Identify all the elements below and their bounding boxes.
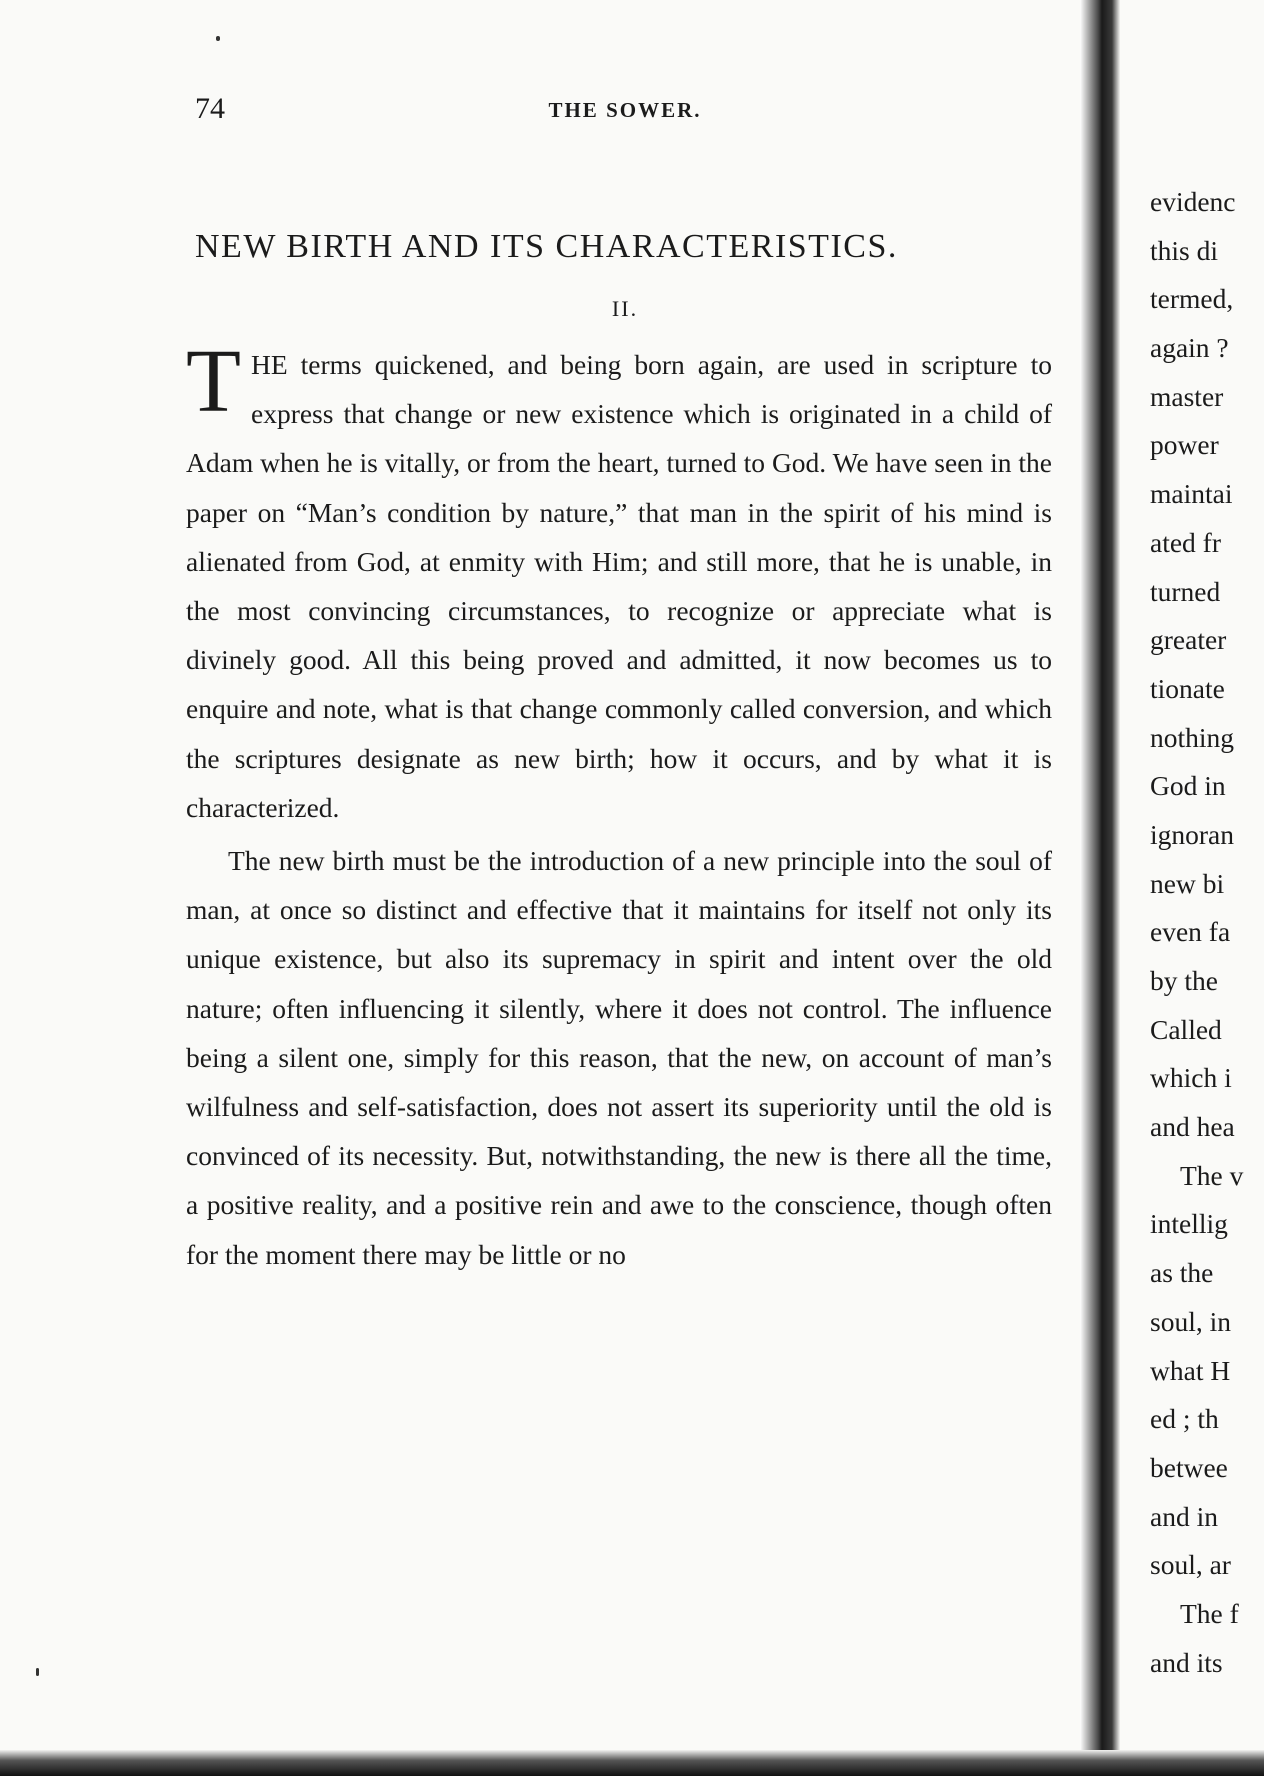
- right-page-line: power: [1150, 429, 1219, 461]
- running-head: [195, 92, 1055, 132]
- right-page-lines: [1150, 178, 1243, 1687]
- right-page-line: tionate: [1150, 672, 1225, 704]
- right-page-line: new bi: [1150, 867, 1225, 899]
- right-page-line: soul, ar: [1150, 1549, 1231, 1581]
- right-page-line: The f: [1180, 1597, 1239, 1629]
- right-page-line: this di: [1150, 234, 1218, 266]
- right-page-line: betwee: [1150, 1451, 1228, 1483]
- article-title: NEW BIRTH AND ITS CHARACTERISTICS.: [195, 228, 898, 265]
- right-page-line: evidenc: [1150, 186, 1236, 217]
- right-page-line: The v: [1180, 1159, 1244, 1191]
- right-page-line: again ?: [1150, 332, 1229, 364]
- right-page-line: turned: [1150, 575, 1221, 607]
- right-page-line: what H: [1150, 1354, 1231, 1386]
- scan-speck: [216, 36, 220, 41]
- scan-speck: [36, 1668, 39, 1676]
- right-page-line: which i: [1150, 1062, 1232, 1094]
- page-number: 74: [195, 92, 225, 125]
- right-page-line: as the: [1150, 1257, 1214, 1289]
- right-page-line: ed ; th: [1150, 1403, 1219, 1435]
- right-page-line: nothing: [1150, 721, 1235, 753]
- right-page-line: greater: [1150, 624, 1227, 656]
- right-page-line: and its: [1150, 1646, 1223, 1678]
- right-page-line: Called: [1150, 1013, 1222, 1045]
- paragraph-1: [186, 332, 1052, 832]
- right-page-line: termed,: [1150, 283, 1234, 315]
- right-page-line: maintai: [1150, 478, 1233, 510]
- right-page-line: intellig: [1150, 1208, 1228, 1240]
- running-title: THE SOWER.: [548, 98, 702, 122]
- article-body: [186, 332, 1052, 1279]
- right-page-line: master: [1150, 380, 1224, 412]
- page-bottom-edge: [0, 1750, 1264, 1776]
- right-page-line: and hea: [1150, 1111, 1235, 1143]
- right-page-line: ignoran: [1150, 818, 1235, 850]
- right-page-line: and in: [1150, 1500, 1218, 1532]
- right-page-line: even fa: [1150, 916, 1231, 948]
- part-number: II.: [611, 296, 639, 321]
- drop-cap: T: [186, 332, 241, 431]
- paragraph-2: The new birth must be the introduction of a new principle into the soul of man, at once so distinct and effective that it maintains for itself not only its unique existence, but also its supremacy in spirit and intent over the old nature; often influencing it silently, where it does not control. The influence being a silent one, simply for this reason, that the new, on account of man’s wilfulness and self-satisfaction, does not assert its superiority until the old is convinced of its necessity. But, notwithstanding, the new is there all the time, a positive reality, and a positive rein and awe to the conscience, though often for the moment there may be little or no: [186, 845, 1052, 1270]
- right-page-cropped: [1120, 0, 1264, 1750]
- right-page-line: by the: [1150, 965, 1218, 996]
- right-page-line: soul, in: [1150, 1305, 1231, 1337]
- right-page-line: ated fr: [1150, 526, 1221, 558]
- right-page-line: God in: [1150, 770, 1226, 802]
- paragraph-1-text: HE terms quickened, and being born again, are used in scripture to express that change or new existence which is originated in a child of Adam when he is vitally, or from the heart, turned to God. We have seen in the paper on “Man’s condition by nature,” that man in the spirit of his mind is alienated from God, at enmity with Him; and still more, that he is unable, in the most convincing circumstances, to recognize or appreciate what is divinely good. All this being proved and admitted, it now becomes us to enquire and note, what is that change commonly called conversion, and which the scriptures designate as new birth; how it occurs, and by what it is characterized.: [186, 349, 1052, 823]
- book-gutter-shadow: [1080, 0, 1120, 1776]
